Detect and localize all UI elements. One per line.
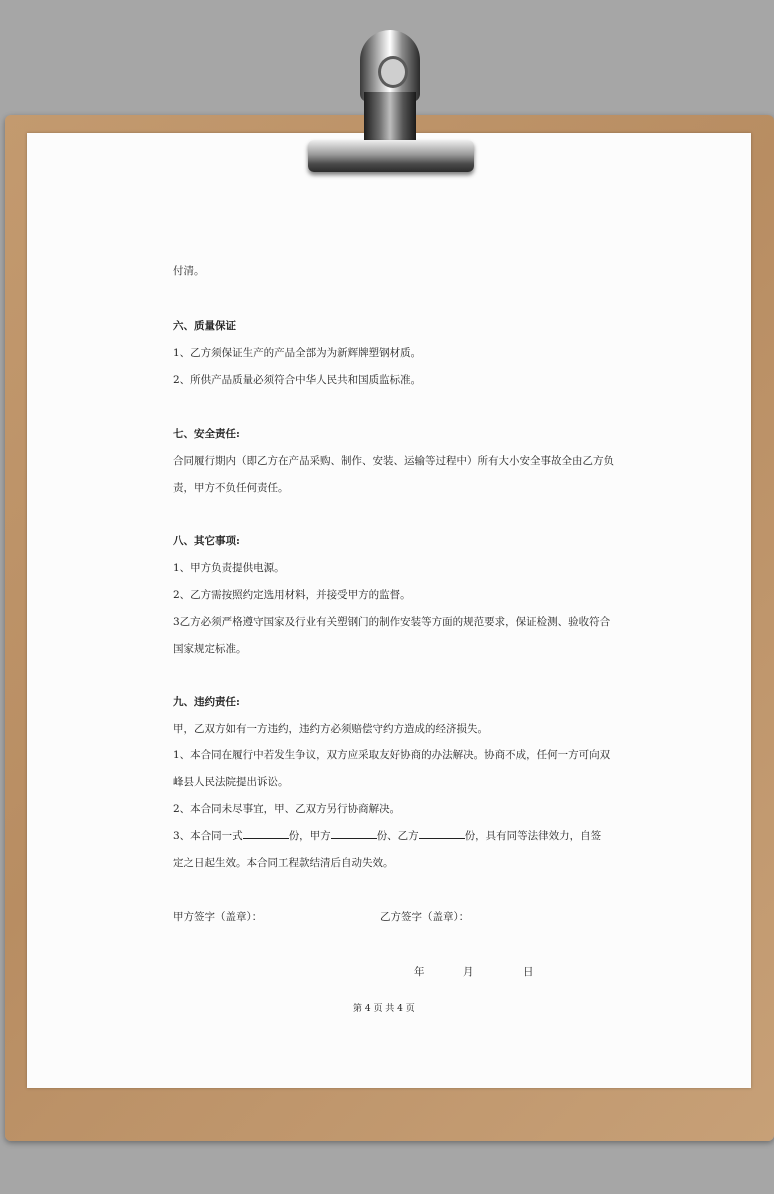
section-heading-quality: 六、质量保证 (173, 320, 236, 332)
copies-seg2: 份、乙方 (376, 830, 419, 842)
document-page (27, 133, 751, 1088)
date-month: 月 (463, 966, 474, 978)
page-footer: 第 4 页 共 4 页 (353, 1004, 415, 1014)
copies-seg3: 份，具有同等法律效力，自签 (464, 830, 602, 842)
text-line: 2、所供产品质量必须符合中华人民共和国质监标准。 (173, 374, 422, 386)
signature-party-a: 甲方签字（盖章）： (173, 911, 263, 923)
text-line: 1、本合同在履行中若发生争议，双方应采取友好协商的办法解决。协商不成，任何一方可向双 (173, 749, 611, 761)
date-year: 年 (414, 966, 425, 978)
binder-clip-icon (290, 22, 490, 182)
copies-blank (419, 829, 465, 839)
text-line: 国家规定标准。 (173, 643, 247, 655)
text-line: 付清。 (173, 265, 205, 277)
text-line: 1、甲方负责提供电源。 (173, 562, 285, 574)
copies-prefix: 3、本合同一式 (173, 830, 243, 842)
text-line: 1、乙方须保证生产的产品全部为为新辉牌塑钢材质。 (173, 347, 422, 359)
text-line: 3乙方必须严格遵守国家及行业有关塑钢门的制作安装等方面的规范要求，保证检测、验收符合 (173, 616, 611, 628)
copies-blank (331, 829, 377, 839)
text-line: 甲，乙双方如有一方违约，违约方必须赔偿守约方造成的经济损失。 (173, 723, 488, 735)
text-line: 2、本合同未尽事宜，甲、乙双方另行协商解决。 (173, 803, 401, 815)
copies-blank (243, 829, 289, 839)
copies-seg1: 份，甲方 (288, 830, 331, 842)
text-line: 责，甲方不负任何责任。 (173, 482, 289, 494)
section-heading-safety: 七、安全责任: (173, 428, 240, 440)
date-day: 日 (523, 966, 534, 978)
section-heading-breach: 九、违约责任: (173, 696, 240, 708)
text-line: 峰县人民法院提出诉讼。 (173, 776, 289, 788)
text-line: 2、乙方需按照约定选用材料，并接受甲方的监督。 (173, 589, 411, 601)
copies-line (173, 828, 601, 843)
text-line: 定之日起生效。本合同工程款结清后自动失效。 (173, 857, 394, 869)
section-heading-other: 八、其它事项: (173, 535, 240, 547)
signature-party-b: 乙方签字（盖章）： (380, 911, 470, 923)
text-line: 合同履行期内（即乙方在产品采购、制作、安装、运输等过程中）所有大小安全事故全由乙方负 (173, 455, 614, 467)
